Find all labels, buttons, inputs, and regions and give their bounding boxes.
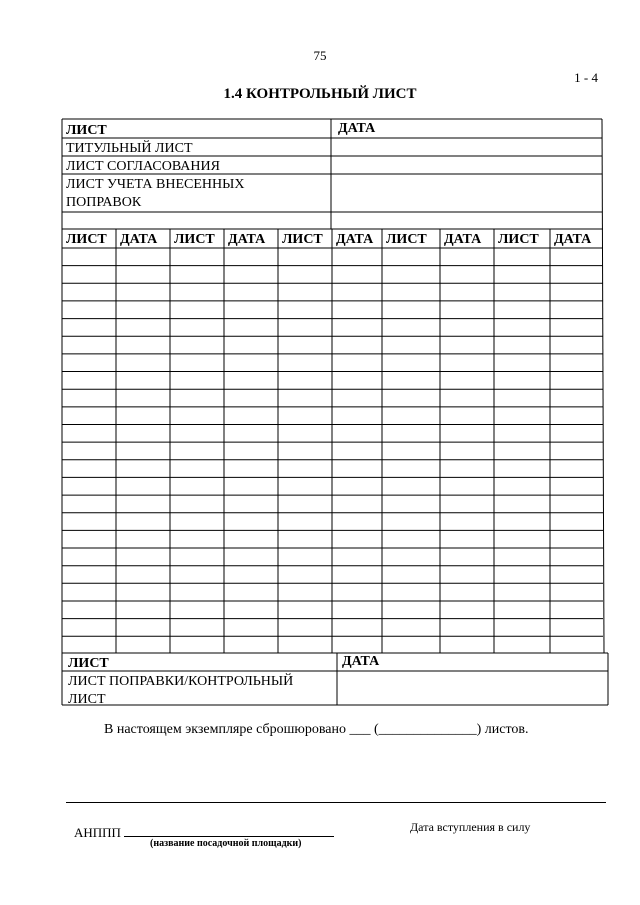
row-control-sheet-line1: ЛИСТ ПОПРАВКИ/КОНТРОЛЬНЫЙ <box>68 674 294 689</box>
row-title-sheet: ТИТУЛЬНЫЙ ЛИСТ <box>66 141 193 156</box>
effective-date-label: Дата вступления в силу <box>410 820 531 834</box>
row-amendments-sheet-line2: ПОПРАВОК <box>66 195 142 210</box>
grid-header-sheet: ЛИСТ <box>498 232 539 247</box>
row-control-sheet-line2: ЛИСТ <box>68 692 106 707</box>
anppp-name-line <box>124 836 334 837</box>
grid-header-sheet: ЛИСТ <box>282 232 323 247</box>
revision-number: 1 - 4 <box>574 70 598 85</box>
grid-header-date: ДАТА <box>444 232 482 247</box>
grid-header-date: ДАТА <box>336 232 374 247</box>
page-title: 1.4 КОНТРОЛЬНЫЙ ЛИСТ <box>223 86 417 102</box>
page-number: 75 <box>313 48 327 63</box>
bottom-header-date: ДАТА <box>342 654 380 669</box>
grid-header-date: ДАТА <box>554 232 592 247</box>
top-header-sheet: ЛИСТ <box>66 123 107 138</box>
grid-header-date: ДАТА <box>120 232 158 247</box>
bottom-header-sheet: ЛИСТ <box>68 656 109 671</box>
anppp-label: АНППП <box>74 825 121 840</box>
grid-header-sheet: ЛИСТ <box>174 232 215 247</box>
row-approval-sheet: ЛИСТ СОГЛАСОВАНИЯ <box>66 159 220 174</box>
row-amendments-sheet-line1: ЛИСТ УЧЕТА ВНЕСЕННЫХ <box>66 177 245 192</box>
grid-header-sheet: ЛИСТ <box>66 232 107 247</box>
grid-header-sheet: ЛИСТ <box>386 232 427 247</box>
divider-line <box>66 802 606 803</box>
stitched-sheets-statement: В настоящем экземпляре сброшюровано ___ (______________) листов. <box>104 722 529 737</box>
grid-header-date: ДАТА <box>228 232 266 247</box>
top-header-date: ДАТА <box>338 121 376 136</box>
anppp-name-caption: (название посадочной площадки) <box>150 838 302 849</box>
